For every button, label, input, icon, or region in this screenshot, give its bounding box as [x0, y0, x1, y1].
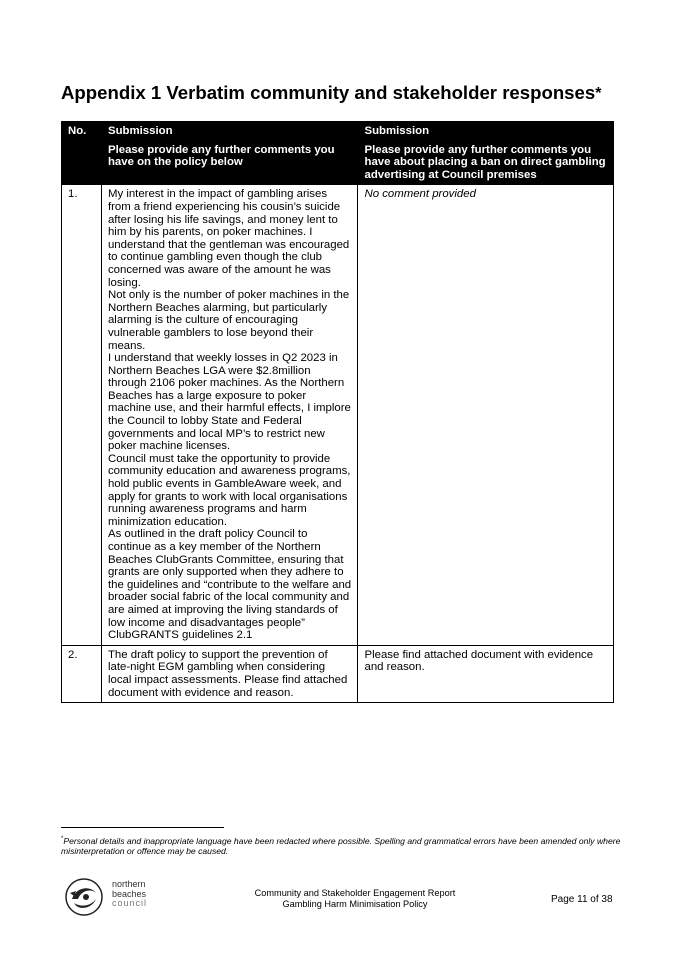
ban-comment-cell: No comment provided: [358, 185, 614, 645]
ban-comment-cell: Please find attached document with evidence and reason.: [358, 645, 614, 702]
report-title-block: [240, 888, 470, 910]
table-row: [62, 185, 614, 645]
table-row: [62, 645, 614, 702]
title-footnote-marker: *: [595, 85, 602, 102]
brand-line: beaches: [112, 888, 147, 899]
header-policy-submission: [101, 122, 358, 185]
table-header-row: [62, 122, 614, 185]
header-no: No.: [62, 122, 102, 185]
northern-beaches-council-logo-icon: [64, 877, 104, 917]
comment-paragraph: Not only is the number of poker machines in the Northern Beaches alarming, but particularly alarming is the culture of encouraging vulnerable gamblers to lose beyond their means.: [107, 289, 350, 352]
comment-paragraph: I understand that weekly losses in Q2 2023 in Northern Beaches LGA were $2.8million through 2106 poker machines. As the Northern Beaches has a large exposure to poker machine use, and their harmful effects, I implore the Council to lobby State and Federal governments and local MP’s to restrict new poker machine licenses.: [107, 352, 351, 453]
council-brand-text: [112, 880, 147, 909]
header-ban-submission: [358, 122, 614, 185]
comment-paragraph: My interest in the impact of gambling arises from a friend experiencing his cousin’s suicide after losing his life savings, and money lent to him by his parents, on poker machines. I understand that the gentleman was encouraged to continue gambling even though the club concerned was aware of the amount he was losing.: [107, 188, 350, 289]
report-title: Community and Stakeholder Engagement Report: [254, 888, 456, 898]
footnote-text: Personal details and inappropriate language have been redacted where possible. Spelling and grammatical errors have been amended only where misinterpretation or offence may be caused.: [61, 835, 621, 857]
header-policy-title: Submission: [107, 125, 173, 137]
brand-line: council: [112, 898, 148, 908]
footnote-divider: [61, 827, 224, 828]
row-number: 1.: [62, 185, 102, 645]
comment-paragraph: The draft policy to support the prevention of late-night EGM gambling when considering local impact assessments. Please find attached document with evidence and reason.: [107, 648, 348, 699]
header-policy-question: Please provide any further comments you have on the policy below: [107, 143, 335, 169]
comment-paragraph: Council must take the opportunity to provide community education and awareness programs, hold public events in GambleAware week, and apply for grants to work with local organisations running awareness programs and harm minimization education.: [107, 452, 351, 528]
policy-comment-cell: [101, 185, 358, 645]
footnote-marker: *: [61, 836, 64, 842]
report-subtitle: Gambling Harm Minimisation Policy: [282, 899, 428, 909]
brand-line: northern: [112, 879, 146, 889]
responses-table: [61, 121, 614, 703]
row-number: 2.: [62, 645, 102, 702]
comment-paragraph: As outlined in the draft policy Council to continue as a key member of the Northern Beaches ClubGrants Committee, ensuring that grants are only supported when they adhere to the guidelines and “contribute to the welfare and broader social fabric of the local community and are aimed at improving the living standards of low income and disadvantages people” ClubGRANTS guidelines 2.1: [107, 528, 352, 642]
header-ban-question: Please provide any further comments you have about placing a ban on direct gambling advertising at Council premises: [364, 143, 606, 181]
policy-comment-cell: [101, 645, 358, 702]
page-title: Appendix 1 Verbatim community and stakeholder responses*: [61, 82, 602, 103]
header-ban-title: Submission: [364, 125, 430, 137]
footnote: [61, 834, 621, 857]
page-number: Page 11 of 38: [551, 894, 613, 905]
